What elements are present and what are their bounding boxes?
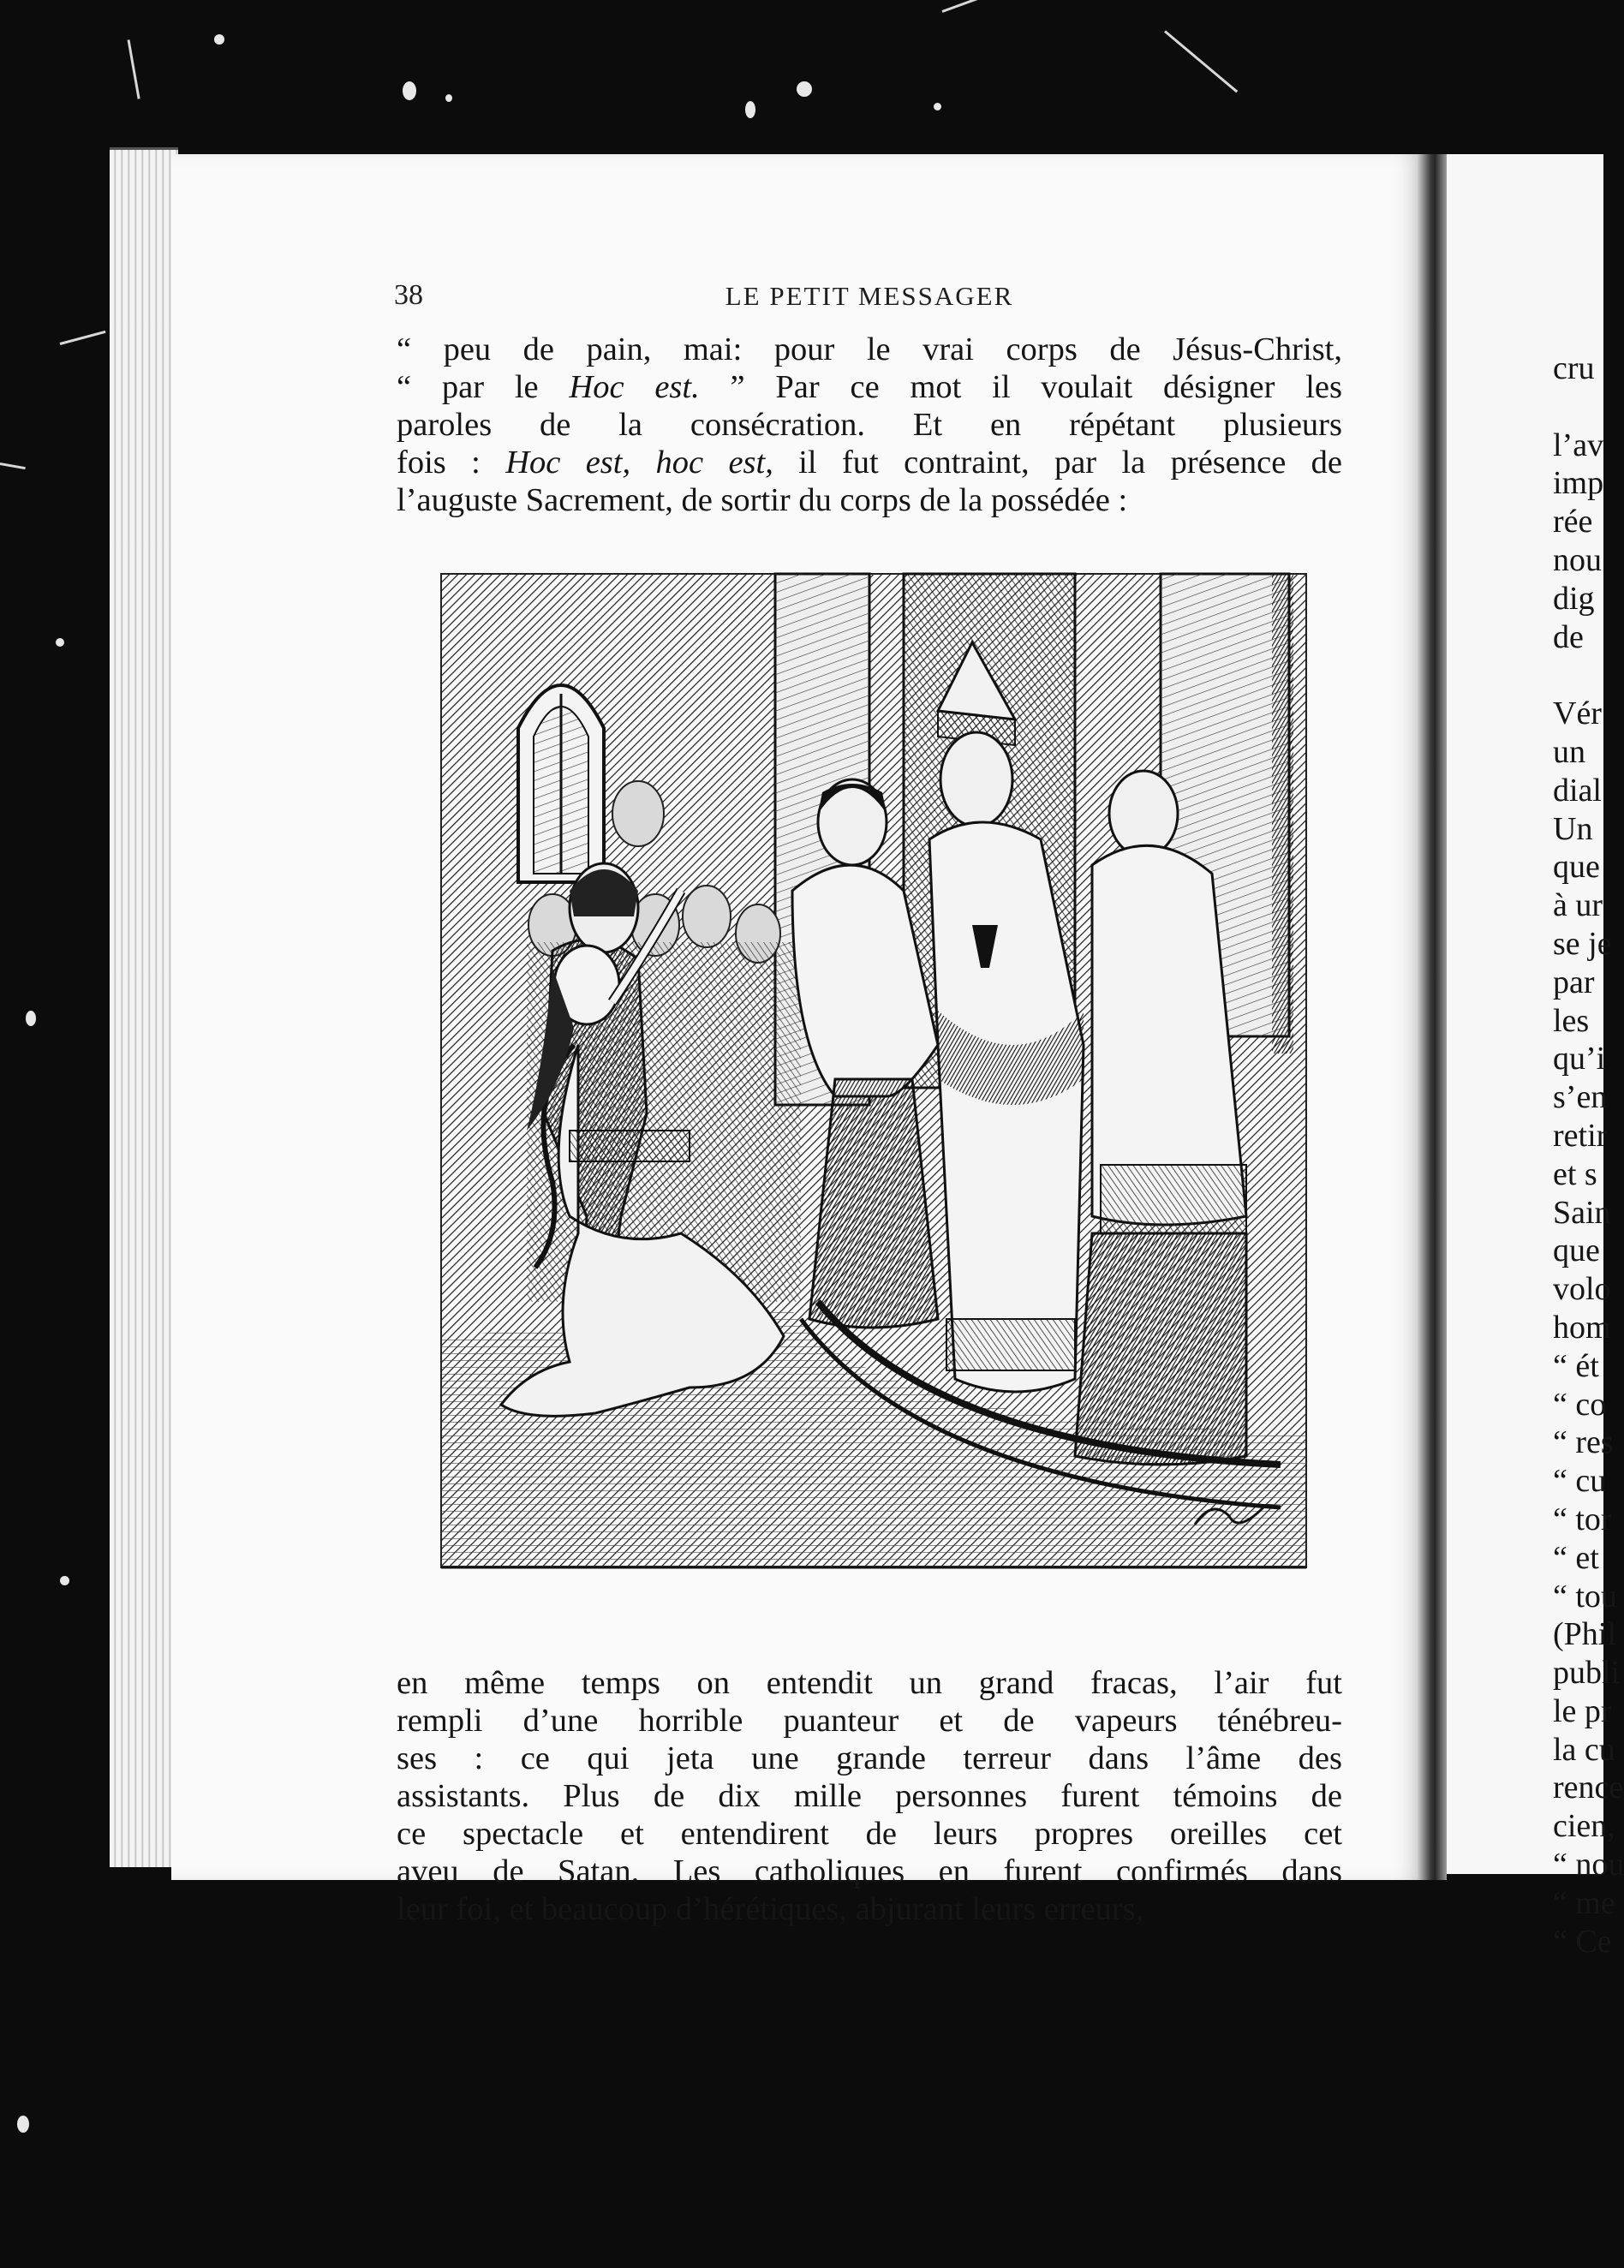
right-page-fragment — [1553, 656, 1604, 695]
page-edge-stack — [110, 147, 178, 1867]
text-line: en même temps on entendit un grand fracas, l’air fut — [397, 1665, 1342, 1701]
right-page-fragment: cru — [1553, 350, 1595, 386]
film-scratch — [60, 331, 106, 345]
right-page-fragment: retir — [1553, 1117, 1608, 1154]
right-page-fragment: “ ét — [1553, 1347, 1599, 1384]
right-page-fragment: volo — [1553, 1271, 1611, 1308]
right-page-fragment: “ nou — [1553, 1847, 1624, 1883]
right-page-fragment: que — [1553, 849, 1600, 886]
film-speck — [60, 1576, 69, 1585]
right-page-fragment: les — [1553, 1002, 1590, 1039]
right-page-fragment: hom — [1553, 1309, 1611, 1346]
right-page-fragment: imp — [1553, 465, 1604, 502]
right-page-fragment: et s — [1553, 1155, 1597, 1192]
top-paragraph — [397, 331, 1342, 519]
text-line: “ par le Hoc est. ” Par ce mot il voulait désigner les — [397, 369, 1342, 405]
right-page-fragment — [1553, 388, 1604, 427]
film-speck — [745, 101, 755, 118]
right-page-fragment: “ Ce — [1553, 1923, 1612, 1960]
text-line: ce spectacle et entendirent de leurs propres oreilles cet — [397, 1816, 1342, 1852]
bottom-paragraph — [397, 1664, 1342, 1928]
right-page-fragment: (Phil — [1553, 1616, 1616, 1653]
text-line: paroles de la consécration. Et en répétant plusieurs — [397, 407, 1342, 443]
right-page-fragment: rence — [1553, 1770, 1624, 1806]
film-scratch — [0, 463, 26, 469]
engraving-illustration — [424, 565, 1319, 1644]
film-scratch — [128, 39, 140, 98]
right-page-fragment: le pr — [1553, 1692, 1612, 1729]
text-line: aveu de Satan. Les catholiques en furent confirmés dans — [397, 1853, 1342, 1889]
right-page-fragment: “ res — [1553, 1424, 1614, 1461]
right-page-fragment: que — [1553, 1232, 1600, 1269]
right-page-fragment: “ tou — [1553, 1578, 1617, 1614]
right-page-fragment: dig — [1553, 580, 1595, 617]
right-page-fragment: par — [1553, 964, 1595, 1000]
right-page-fragment: qu’i — [1553, 1041, 1606, 1077]
right-page-fragment: de — [1553, 618, 1584, 655]
film-scratch — [941, 0, 978, 13]
book-gutter — [1418, 154, 1447, 1880]
film-speck — [403, 81, 416, 100]
film-speck — [56, 638, 64, 647]
right-page-fragment: Un — [1553, 810, 1593, 847]
film-speck — [17, 2116, 29, 2133]
page-number: 38 — [394, 279, 423, 311]
film-speck — [797, 81, 812, 97]
film-speck — [26, 1011, 36, 1026]
right-page-text-fragments — [1553, 349, 1624, 1961]
right-page-fragment: publi — [1553, 1655, 1621, 1692]
right-page-fragment: Sain — [1553, 1194, 1611, 1231]
film-speck — [214, 34, 224, 45]
right-page-fragment: nou — [1553, 541, 1602, 578]
right-page-fragment: “ tor — [1553, 1501, 1612, 1537]
right-page-fragment: “ me — [1553, 1884, 1615, 1921]
film-speck — [934, 103, 941, 110]
right-page-fragment: à ur — [1553, 887, 1603, 924]
text-line: ses : ce qui jeta une grande terreur dans l’âme des — [397, 1740, 1342, 1776]
text-line: leur foi, et beaucoup d’hérétiques, abjurant leurs erreurs, — [397, 1891, 1144, 1927]
film-speck — [445, 94, 452, 102]
right-page-fragment: rée — [1553, 504, 1593, 540]
right-page-fragment: “ et — [1553, 1539, 1599, 1576]
text-line: l’auguste Sacrement, de sortir du corps de la possédée : — [397, 482, 1128, 518]
right-page-fragment: “ cu — [1553, 1463, 1607, 1500]
right-page-fragment: se je — [1553, 925, 1612, 962]
running-title: LE PETIT MESSAGER — [725, 281, 1014, 311]
right-page-fragment: s’en — [1553, 1079, 1608, 1116]
right-page-fragment: un — [1553, 733, 1585, 770]
text-line: “ peu de pain, mai: pour le vrai corps de Jésus-Christ, — [397, 331, 1342, 367]
text-line: assistants. Plus de dix mille personnes furent témoins de — [397, 1778, 1342, 1814]
right-page-fragment: l’av — [1553, 427, 1604, 463]
text-line: fois : Hoc est, hoc est, il fut contraint, par la présence de — [397, 445, 1343, 480]
page-header — [394, 279, 1345, 319]
right-page-fragment: “ co — [1553, 1386, 1607, 1423]
right-page-fragment: la cu — [1553, 1731, 1615, 1768]
right-page-fragment: cien, — [1553, 1808, 1615, 1845]
right-page-fragment: Vér — [1553, 695, 1602, 732]
text-line: rempli d’une horrible puanteur et de vapeurs ténébreu- — [397, 1703, 1342, 1739]
right-page-fragment: dial — [1553, 772, 1602, 809]
film-scratch — [1164, 30, 1238, 93]
